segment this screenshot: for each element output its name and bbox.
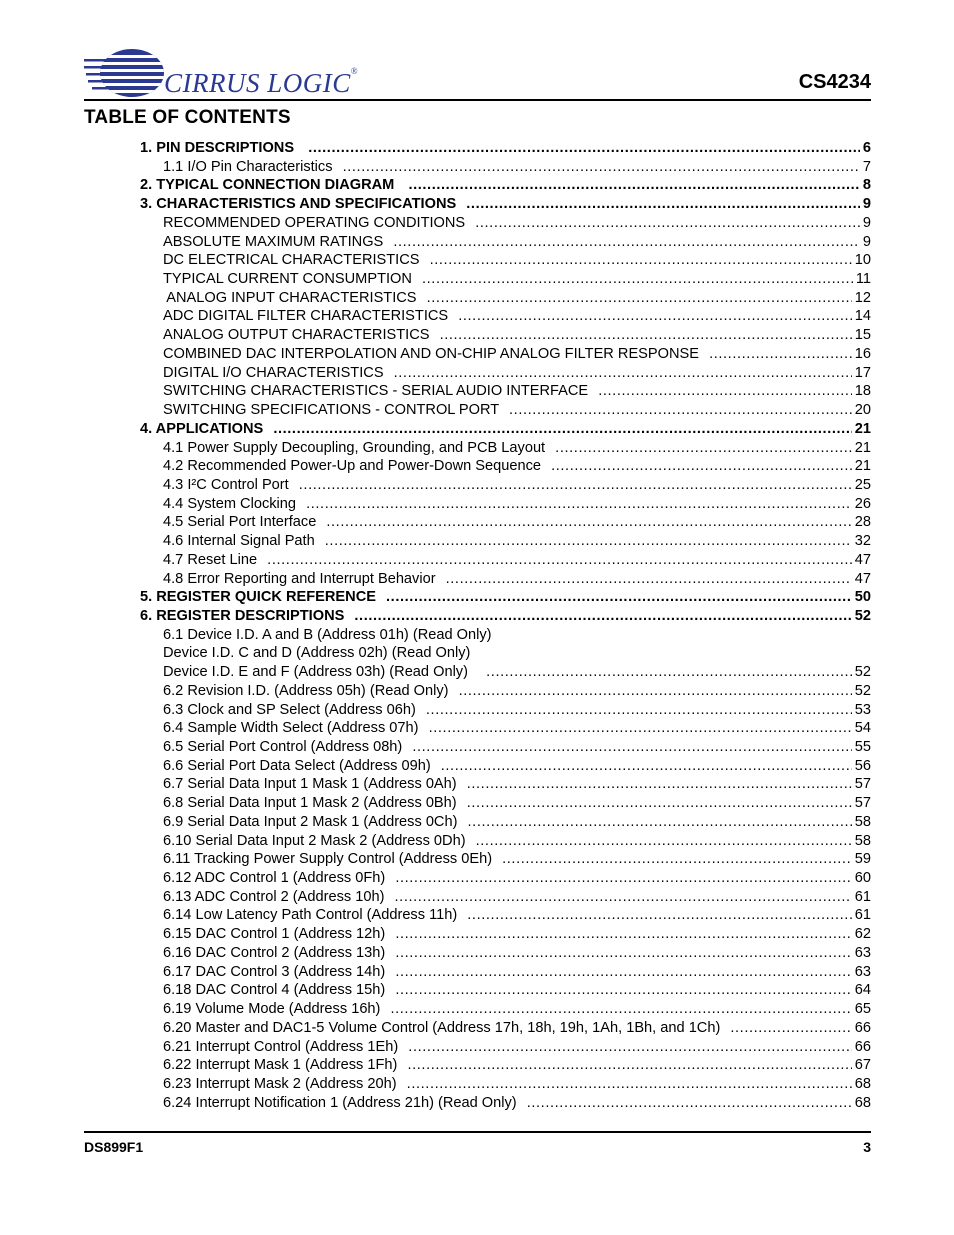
toc-leader-dots — [509, 401, 852, 420]
toc-entry[interactable] — [140, 1019, 871, 1038]
toc-leader-dots — [458, 307, 852, 326]
toc-entry-page: 65 — [854, 1001, 871, 1018]
toc-entry-title: DIGITAL I/O CHARACTERISTICS — [163, 364, 388, 381]
toc-entry-page: 18 — [854, 383, 871, 400]
toc-entry-page: 56 — [854, 757, 871, 774]
toc-entry-title: 6.21 Interrupt Control (Address 1Eh) — [163, 1038, 403, 1055]
document-id: DS899F1 — [84, 1139, 144, 1155]
toc-entry-page: 47 — [854, 570, 871, 587]
toc-entry-title: SWITCHING CHARACTERISTICS - SERIAL AUDIO INTERFACE — [163, 383, 593, 400]
toc-entry[interactable] — [140, 813, 871, 832]
toc-leader-dots — [395, 963, 851, 982]
toc-entry-title: Device I.D. E and F (Address 03h) (Read Only) — [163, 664, 481, 681]
page-title: TABLE OF CONTENTS — [84, 107, 291, 128]
logo-wordmark: CIRRUS LOGIC® — [164, 66, 359, 98]
toc-entry-title: 4.2 Recommended Power-Up and Power-Down Sequence — [163, 458, 546, 475]
toc-leader-dots — [468, 813, 852, 832]
toc-leader-dots — [299, 476, 852, 495]
toc-entry[interactable] — [140, 513, 871, 532]
toc-entry-title: 1. PIN DESCRIPTIONS — [140, 140, 303, 156]
toc-entry[interactable] — [140, 251, 871, 270]
toc-entry-page: 32 — [854, 533, 871, 550]
toc-entry-title: 6.19 Volume Mode (Address 16h) — [163, 1001, 385, 1018]
toc-leader-dots — [395, 869, 851, 888]
toc-entry-title: 6.12 ADC Control 1 (Address 0Fh) — [163, 870, 390, 887]
toc-entry[interactable] — [140, 963, 871, 982]
toc-entry-page: 67 — [854, 1057, 871, 1074]
toc-entry[interactable] — [140, 757, 871, 776]
toc-entry-page: 17 — [854, 364, 871, 381]
toc-leader-dots — [459, 682, 852, 701]
toc-leader-dots — [273, 420, 851, 439]
toc-entry-title: ANALOG INPUT CHARACTERISTICS — [163, 289, 421, 306]
toc-entry-title: 6.14 Low Latency Path Control (Address 11h) — [163, 907, 462, 924]
toc-entry-page: 9 — [862, 196, 871, 213]
toc-entry[interactable] — [140, 1038, 871, 1057]
toc-leader-dots — [407, 1075, 852, 1094]
toc-entry-title: 6.3 Clock and SP Select (Address 06h) — [163, 701, 420, 718]
toc-entry-page: 61 — [854, 907, 871, 924]
toc-entry-page: 60 — [854, 870, 871, 887]
toc-entry-page: 21 — [854, 420, 871, 437]
toc-leader-dots — [390, 1000, 851, 1019]
toc-entry-page: 21 — [854, 458, 871, 475]
toc-leader-dots — [306, 495, 852, 514]
toc-entry-title: 5. REGISTER QUICK REFERENCE — [140, 589, 381, 606]
toc-entry[interactable] — [140, 663, 871, 682]
toc-leader-dots — [354, 607, 851, 626]
toc-entry[interactable] — [140, 307, 871, 326]
toc-entry-page: 53 — [854, 701, 871, 718]
toc-entry[interactable] — [140, 158, 871, 177]
header-divider — [84, 99, 871, 101]
page-header — [84, 46, 871, 102]
toc-leader-dots — [393, 233, 860, 252]
toc-entry-page: 15 — [854, 327, 871, 344]
toc-entry-title: 6.6 Serial Port Data Select (Address 09h) — [163, 757, 435, 774]
toc-entry-title: 3. CHARACTERISTICS AND SPECIFICATIONS — [140, 196, 461, 213]
toc-entry[interactable] — [140, 626, 871, 645]
toc-entry[interactable] — [140, 906, 871, 925]
toc-leader-dots — [555, 439, 852, 458]
toc-entry-title: 6.18 DAC Control 4 (Address 15h) — [163, 982, 390, 999]
table-of-contents — [140, 139, 871, 1112]
toc-entry-page: 11 — [855, 271, 871, 288]
cirrus-logic-logo — [84, 46, 374, 102]
toc-entry[interactable] — [140, 588, 871, 607]
toc-entry-title: 6.2 Revision I.D. (Address 05h) (Read Only) — [163, 682, 453, 699]
toc-entry[interactable] — [140, 794, 871, 813]
toc-entry-title: 4.5 Serial Port Interface — [163, 514, 321, 531]
toc-entry[interactable] — [140, 701, 871, 720]
toc-entry[interactable] — [140, 1056, 871, 1075]
toc-leader-dots — [441, 757, 852, 776]
toc-leader-dots — [427, 289, 852, 308]
toc-entry-page: 55 — [854, 739, 871, 755]
toc-leader-dots — [467, 906, 852, 925]
toc-entry-page: 58 — [854, 832, 871, 849]
toc-entry[interactable] — [140, 176, 871, 195]
toc-entry-title: 6.9 Serial Data Input 2 Mask 1 (Address 0Ch) — [163, 813, 462, 830]
toc-entry[interactable] — [140, 326, 871, 345]
toc-entry-title: 6.20 Master and DAC1-5 Volume Control (Address 17h, 18h, 19h, 1Ah, 1Bh, and 1Ch) — [163, 1019, 725, 1036]
toc-entry-title: 4.6 Internal Signal Path — [163, 533, 319, 550]
toc-entry[interactable] — [140, 420, 871, 439]
toc-entry-page: 20 — [854, 402, 871, 419]
toc-entry-page: 63 — [854, 963, 871, 980]
toc-entry[interactable] — [140, 719, 871, 738]
toc-leader-dots — [343, 158, 860, 177]
toc-leader-dots — [412, 738, 851, 757]
toc-entry[interactable] — [140, 832, 871, 851]
toc-entry[interactable] — [140, 345, 871, 364]
toc-entry-page: 66 — [854, 1019, 871, 1036]
toc-leader-dots — [709, 345, 852, 364]
toc-entry-page: 52 — [854, 607, 871, 624]
toc-entry-page: 52 — [854, 664, 871, 681]
toc-entry-page: 54 — [854, 720, 871, 737]
toc-entry[interactable] — [140, 888, 871, 907]
toc-entry-title: 6.5 Serial Port Control (Address 08h) — [163, 739, 407, 755]
toc-entry-title: 4.4 System Clocking — [163, 495, 301, 512]
toc-entry-page: 61 — [854, 888, 871, 905]
toc-entry-page: 66 — [854, 1038, 871, 1055]
toc-entry[interactable] — [140, 850, 871, 869]
toc-entry-title: 4. APPLICATIONS — [140, 420, 268, 437]
toc-entry[interactable] — [140, 289, 871, 308]
toc-entry[interactable] — [140, 1075, 871, 1094]
toc-entry-title: 4.7 Reset Line — [163, 551, 262, 568]
toc-leader-dots — [440, 326, 852, 345]
toc-leader-dots — [395, 925, 851, 944]
toc-entry-title: Device I.D. C and D (Address 02h) (Read Only) — [163, 645, 471, 662]
toc-entry[interactable] — [140, 644, 871, 663]
footer-divider — [84, 1131, 871, 1133]
part-number: CS4234 — [798, 71, 871, 93]
toc-leader-dots — [395, 888, 852, 907]
toc-entry[interactable] — [140, 476, 871, 495]
toc-leader-dots — [527, 1094, 852, 1113]
toc-leader-dots — [408, 1038, 851, 1057]
toc-entry[interactable] — [140, 195, 871, 214]
toc-entry-title: 6. REGISTER DESCRIPTIONS — [140, 607, 349, 624]
toc-entry-page: 12 — [854, 289, 871, 306]
toc-leader-dots — [486, 663, 852, 682]
toc-entry[interactable] — [140, 869, 871, 888]
toc-entry[interactable] — [140, 495, 871, 514]
toc-entry-page: 57 — [854, 776, 871, 793]
toc-entry-page: 57 — [854, 795, 871, 812]
toc-entry[interactable] — [140, 1000, 871, 1019]
toc-leader-dots — [430, 251, 852, 270]
toc-entry[interactable] — [140, 382, 871, 401]
toc-leader-dots — [467, 775, 852, 794]
toc-leader-dots — [308, 139, 860, 158]
toc-entry-page: 14 — [854, 308, 871, 325]
toc-entry-page: 64 — [854, 982, 871, 999]
toc-entry[interactable] — [140, 439, 871, 458]
toc-leader-dots — [386, 588, 852, 607]
toc-leader-dots — [446, 570, 852, 589]
toc-entry[interactable] — [140, 981, 871, 1000]
toc-entry-title: 6.11 Tracking Power Supply Control (Address 0Eh) — [163, 851, 497, 868]
toc-entry[interactable] — [140, 364, 871, 383]
toc-entry-title: 2. TYPICAL CONNECTION DIAGRAM — [140, 177, 403, 194]
toc-entry-title: RECOMMENDED OPERATING CONDITIONS — [163, 214, 470, 231]
toc-leader-dots — [426, 701, 852, 720]
toc-leader-dots — [502, 850, 852, 869]
toc-entry[interactable] — [140, 944, 871, 963]
toc-entry-title: 6.22 Interrupt Mask 1 (Address 1Fh) — [163, 1057, 402, 1074]
toc-entry-title: 6.8 Serial Data Input 1 Mask 2 (Address 0Bh) — [163, 795, 461, 812]
toc-entry[interactable] — [140, 775, 871, 794]
toc-entry-title: 4.8 Error Reporting and Interrupt Behavior — [163, 570, 440, 587]
toc-entry-page: 63 — [854, 944, 871, 961]
toc-entry[interactable] — [140, 233, 871, 252]
toc-entry-page: 26 — [854, 495, 871, 512]
toc-entry-title: 1.1 I/O Pin Characteristics — [163, 158, 337, 175]
toc-leader-dots — [476, 832, 852, 851]
toc-entry-title: 6.23 Interrupt Mask 2 (Address 20h) — [163, 1075, 401, 1092]
toc-leader-dots — [267, 551, 852, 570]
toc-entry[interactable] — [140, 682, 871, 701]
toc-entry-page: 25 — [854, 476, 871, 493]
toc-leader-dots — [466, 195, 860, 214]
toc-entry-title: 6.4 Sample Width Select (Address 07h) — [163, 720, 423, 737]
toc-entry[interactable] — [140, 532, 871, 551]
toc-entry-page: 9 — [862, 214, 871, 231]
toc-entry[interactable] — [140, 457, 871, 476]
toc-leader-dots — [730, 1019, 851, 1038]
toc-entry[interactable] — [140, 551, 871, 570]
toc-entry-title: 6.1 Device I.D. A and B (Address 01h) (Read Only) — [163, 626, 492, 643]
toc-leader-dots — [422, 270, 853, 289]
toc-entry[interactable] — [140, 607, 871, 626]
toc-entry[interactable] — [140, 401, 871, 420]
toc-entry-page: 62 — [854, 926, 871, 943]
toc-entry-title: 4.1 Power Supply Decoupling, Grounding, and PCB Layout — [163, 439, 550, 456]
toc-entry-title: 6.24 Interrupt Notification 1 (Address 21h) (Read Only) — [163, 1094, 521, 1111]
toc-entry[interactable] — [140, 738, 871, 757]
toc-entry-title: 6.13 ADC Control 2 (Address 10h) — [163, 888, 389, 905]
toc-leader-dots — [325, 532, 852, 551]
toc-entry-title: COMBINED DAC INTERPOLATION AND ON-CHIP ANALOG FILTER RESPONSE — [163, 345, 704, 362]
toc-entry-page: 50 — [854, 589, 871, 606]
toc-entry-page: 59 — [854, 851, 871, 868]
toc-leader-dots — [395, 944, 851, 963]
toc-entry-title: 6.7 Serial Data Input 1 Mask 1 (Address 0Ah) — [163, 776, 461, 793]
toc-leader-dots — [467, 794, 852, 813]
toc-leader-dots — [551, 457, 852, 476]
toc-entry[interactable] — [140, 270, 871, 289]
toc-entry-title: 4.3 I²C Control Port — [163, 476, 293, 493]
toc-entry-page: 52 — [854, 682, 871, 699]
page-number: 3 — [863, 1139, 871, 1155]
toc-entry-title: 6.17 DAC Control 3 (Address 14h) — [163, 963, 390, 980]
toc-entry-page: 68 — [854, 1075, 871, 1092]
toc-entry[interactable] — [140, 570, 871, 589]
toc-entry-page: 6 — [862, 140, 871, 156]
toc-entry-page: 16 — [854, 345, 871, 362]
toc-leader-dots — [408, 176, 859, 195]
toc-entry[interactable] — [140, 925, 871, 944]
toc-entry-title: TYPICAL CURRENT CONSUMPTION — [163, 271, 416, 288]
toc-leader-dots — [407, 1056, 851, 1075]
toc-entry-page: 47 — [854, 551, 871, 568]
toc-entry-title: ABSOLUTE MAXIMUM RATINGS — [163, 233, 388, 250]
toc-entry-page: 21 — [854, 439, 871, 456]
toc-entry-page: 8 — [862, 177, 871, 194]
toc-entry-title: 6.10 Serial Data Input 2 Mask 2 (Address 0Dh) — [163, 832, 470, 849]
toc-entry-title: 6.16 DAC Control 2 (Address 13h) — [163, 944, 390, 961]
toc-entry-page: 10 — [854, 252, 871, 269]
toc-entry-page: 28 — [854, 514, 871, 531]
toc-entry-title: ADC DIGITAL FILTER CHARACTERISTICS — [163, 308, 453, 325]
toc-entry-page: 68 — [854, 1094, 871, 1111]
toc-entry-title: 6.15 DAC Control 1 (Address 12h) — [163, 926, 390, 943]
toc-leader-dots — [326, 513, 851, 532]
toc-leader-dots — [598, 382, 852, 401]
toc-entry-page: 58 — [854, 813, 871, 830]
toc-entry-title: SWITCHING SPECIFICATIONS - CONTROL PORT — [163, 402, 504, 419]
toc-entry[interactable] — [140, 214, 871, 233]
toc-entry[interactable] — [140, 1094, 871, 1113]
toc-leader-dots — [475, 214, 860, 233]
toc-entry-title: ANALOG OUTPUT CHARACTERISTICS — [163, 327, 434, 344]
cirrus-logo-mark-icon — [84, 46, 166, 100]
toc-entry-page: 9 — [862, 233, 871, 250]
toc-leader-dots — [394, 364, 852, 383]
toc-leader-dots — [395, 981, 851, 1000]
toc-entry-page: 7 — [862, 158, 871, 175]
toc-entry-title: DC ELECTRICAL CHARACTERISTICS — [163, 252, 424, 269]
toc-entry[interactable] — [140, 139, 871, 158]
toc-leader-dots — [429, 719, 852, 738]
